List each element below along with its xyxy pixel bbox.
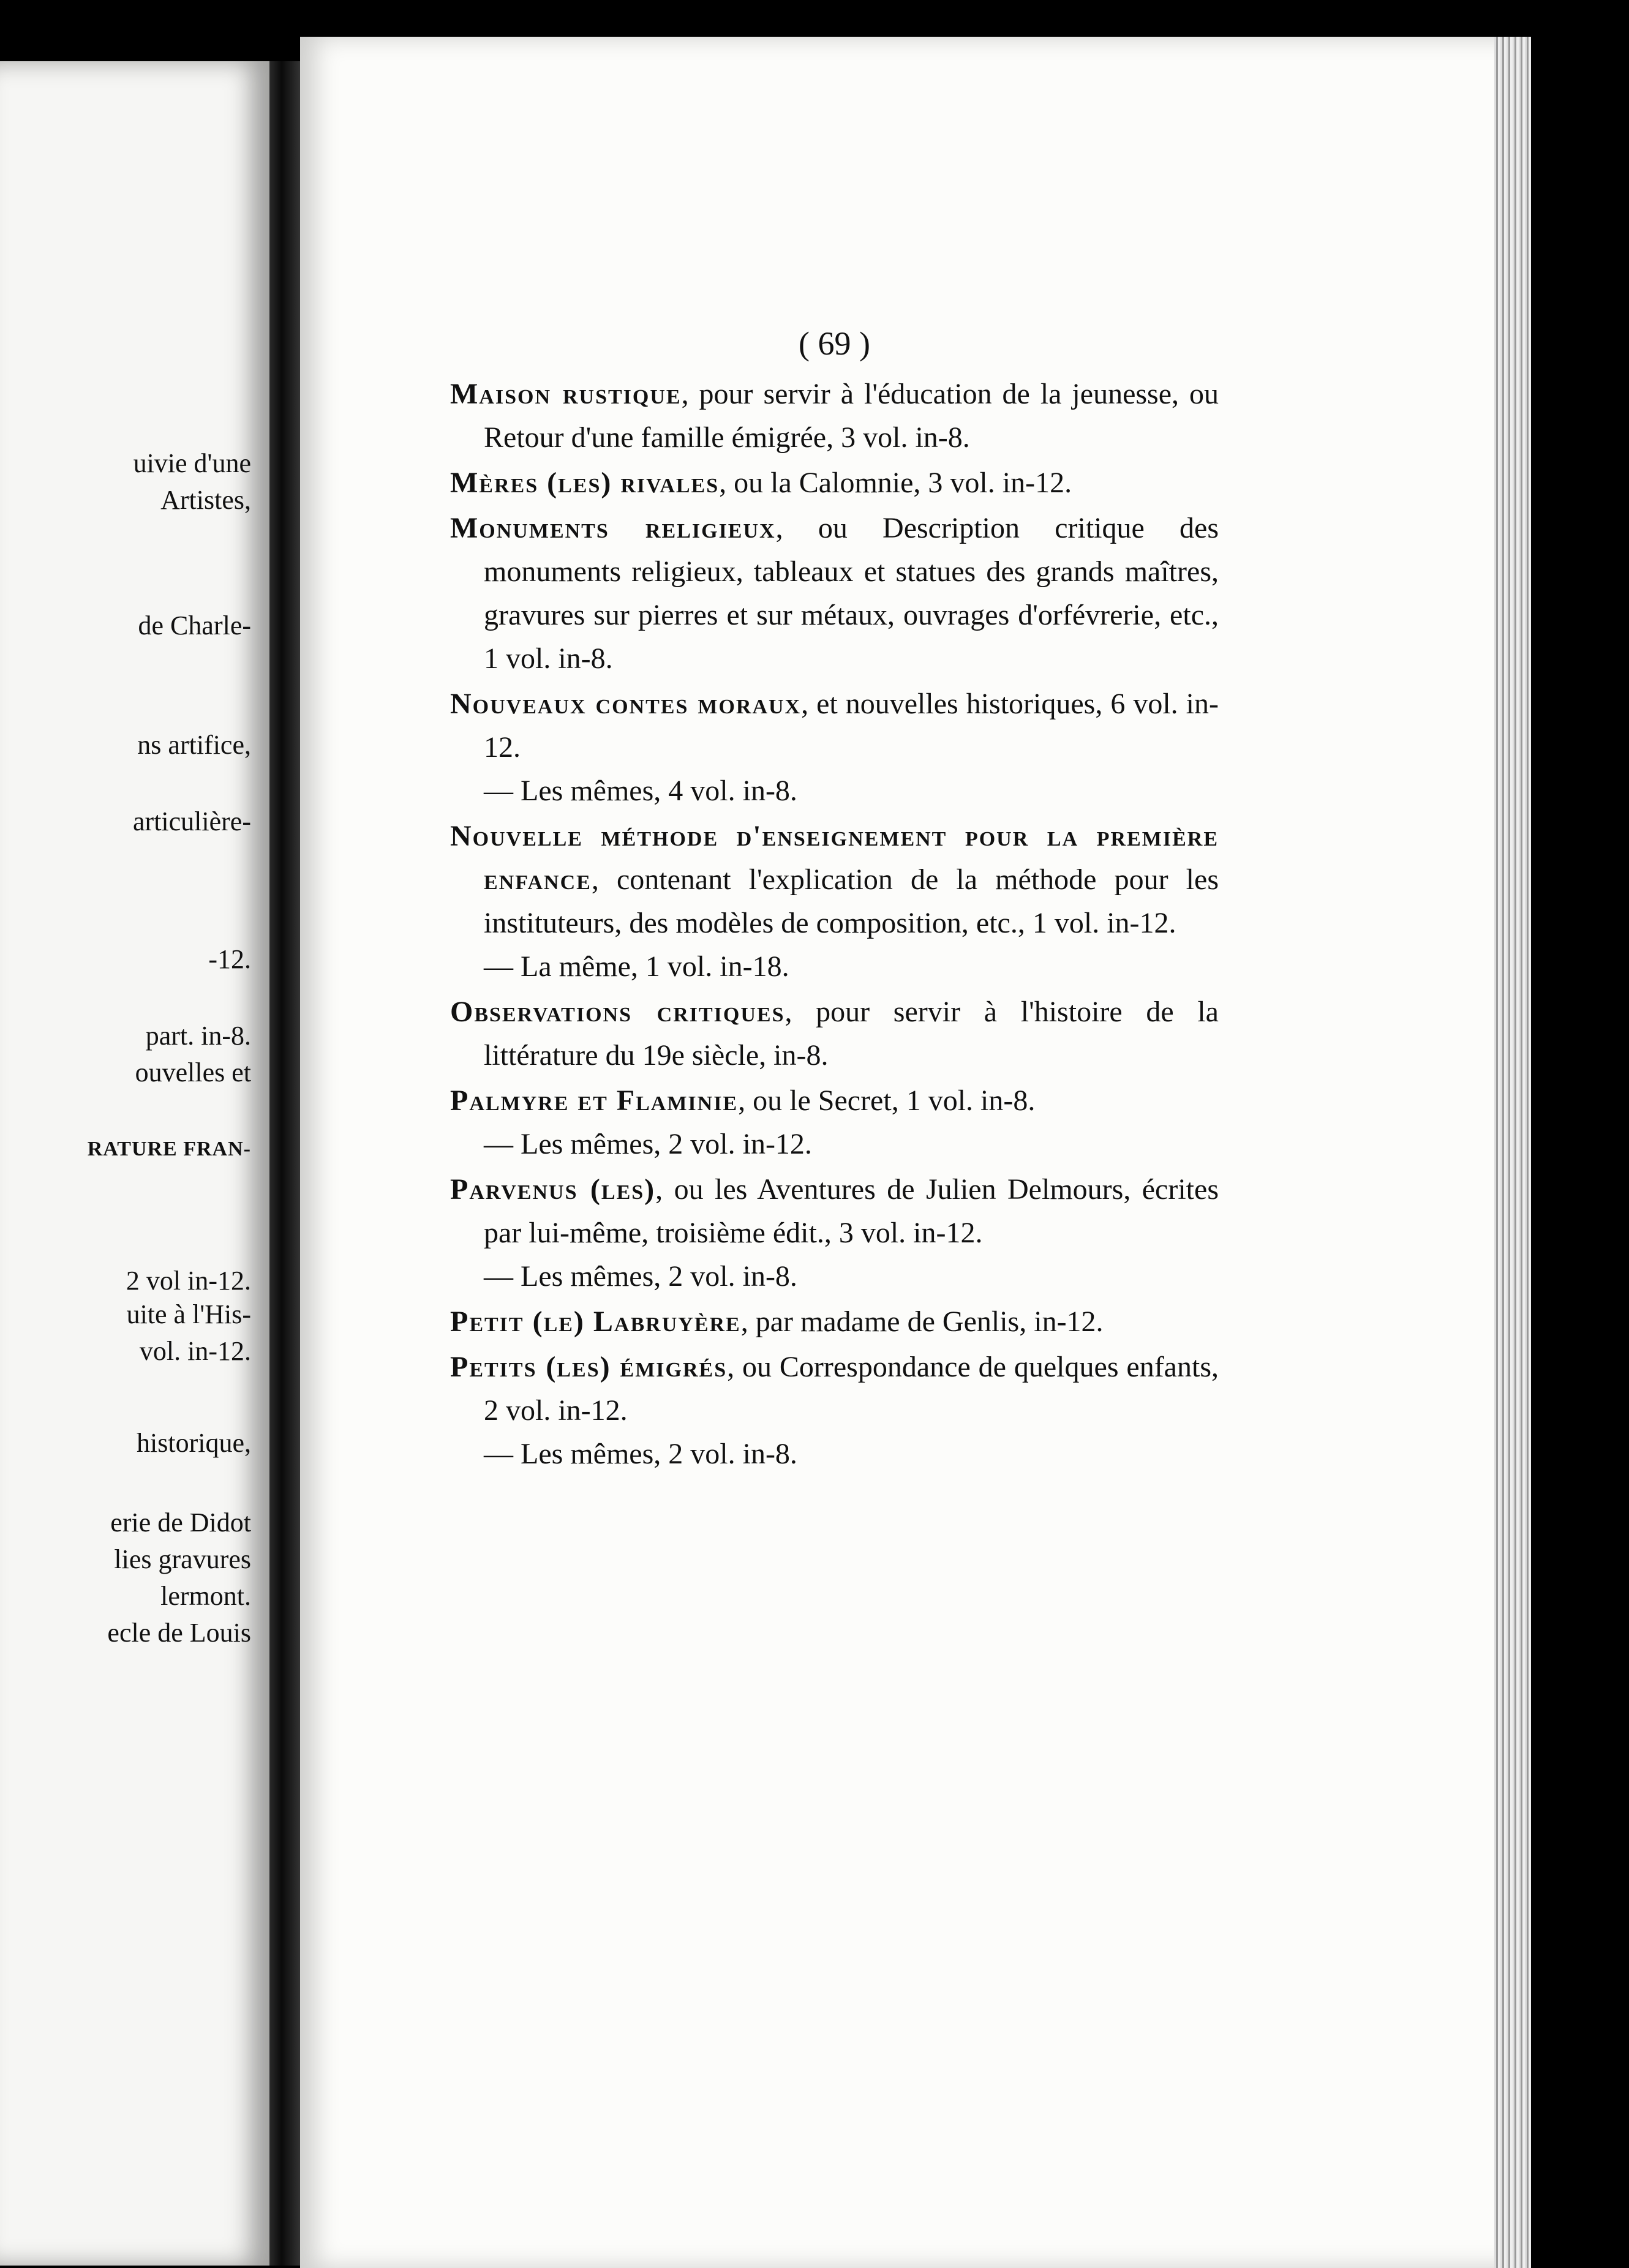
entry-variant: — La même, 1 vol. in-18. bbox=[484, 950, 789, 983]
left-page-line: de Charle- bbox=[138, 610, 251, 640]
page-edges bbox=[1494, 37, 1531, 2268]
entry-description: , ou les Aventures de Julien Delmours, écrites par lui-même, troisième édit., 3 vol. in-12. bbox=[484, 1173, 1219, 1249]
entry-title: Nouvelle méthode d'enseignement pour la première enfance bbox=[450, 820, 1219, 896]
entry-variant: — Les mêmes, 2 vol. in-8. bbox=[484, 1260, 797, 1293]
book-gutter bbox=[269, 61, 300, 2266]
entry-description: , par madame de Genlis, in-12. bbox=[740, 1305, 1104, 1338]
left-page-line: ecle de Louis bbox=[107, 1618, 251, 1648]
catalog-entry bbox=[450, 682, 1219, 769]
entry-variant: — Les mêmes, 2 vol. in-8. bbox=[484, 1438, 797, 1470]
entry-title: Observations critiques bbox=[450, 996, 785, 1028]
catalog-entry bbox=[450, 990, 1219, 1077]
catalog-entries bbox=[450, 372, 1219, 1476]
left-page-line: vol. in-12. bbox=[139, 1336, 251, 1366]
entry-description: , ou Description critique des monuments religieux, tableaux et statues des grands maîtres, gravures sur pierres et sur métaux, ouvrages d'orfévrerie, etc., 1 vol. in-8. bbox=[484, 512, 1219, 675]
entry-variant: — Les mêmes, 4 vol. in-8. bbox=[484, 775, 797, 807]
left-page-line: articulière- bbox=[133, 806, 251, 836]
entry-description: , ou la Calomnie, 3 vol. in-12. bbox=[719, 467, 1072, 499]
catalog-entry bbox=[450, 461, 1219, 505]
catalog-text bbox=[450, 325, 1219, 1478]
left-page-line: 2 vol in-12. bbox=[126, 1266, 251, 1296]
entry-title: Petits (les) émigrés bbox=[450, 1351, 728, 1383]
left-page-line: ns artifice, bbox=[137, 730, 251, 760]
entry-description: , ou Correspondance de quelques enfants, 2 vol. in-12. bbox=[484, 1351, 1219, 1427]
entry-title: Mères (les) rivales bbox=[450, 467, 720, 499]
entry-title: Parvenus (les) bbox=[450, 1173, 656, 1206]
entry-title: Petit (le) Labruyère bbox=[450, 1305, 741, 1338]
left-page-line: uivie d'une bbox=[133, 448, 251, 478]
catalog-entry bbox=[450, 1168, 1219, 1255]
entry-title: Monuments religieux bbox=[450, 512, 776, 544]
catalog-entry bbox=[450, 506, 1219, 680]
left-page-line: lies gravures bbox=[114, 1544, 251, 1574]
page-number: ( 69 ) bbox=[799, 325, 870, 362]
catalog-entry bbox=[450, 1345, 1219, 1432]
entry-title: Palmyre et Flaminie bbox=[450, 1084, 739, 1117]
catalog-entry bbox=[450, 1079, 1219, 1122]
left-page-line: uite à l'His- bbox=[126, 1299, 251, 1329]
entry-title: Maison rustique bbox=[450, 378, 682, 410]
left-page-line: historique, bbox=[137, 1428, 251, 1458]
left-page-line: lermont. bbox=[160, 1581, 251, 1611]
catalog-entry bbox=[450, 814, 1219, 945]
entry-title: Nouveaux contes moraux bbox=[450, 688, 802, 720]
entry-variant: — Les mêmes, 2 vol. in-12. bbox=[484, 1128, 812, 1160]
entry-description: , contenant l'explication de la méthode pour les instituteurs, des modèles de composition, etc., 1 vol. in-12. bbox=[484, 863, 1219, 939]
entry-description: , et nouvelles historiques, 6 vol. in-12. bbox=[484, 688, 1219, 764]
left-page-line: ouvelles et bbox=[135, 1057, 251, 1087]
left-page-line: erie de Didot bbox=[110, 1508, 251, 1538]
left-page-line: RATURE FRAN- bbox=[87, 1138, 251, 1160]
left-page bbox=[0, 61, 269, 2266]
left-page-line: Artistes, bbox=[160, 485, 251, 515]
catalog-entry bbox=[450, 1300, 1219, 1343]
left-page-line: -12. bbox=[208, 944, 251, 974]
entry-description: , ou le Secret, 1 vol. in-8. bbox=[738, 1084, 1036, 1117]
left-page-line: part. in-8. bbox=[145, 1021, 251, 1051]
entry-description: , pour servir à l'éducation de la jeunesse, ou Retour d'une famille émigrée, 3 vol. in-8. bbox=[484, 378, 1219, 454]
entry-description: , pour servir à l'histoire de la littérature du 19e siècle, in-8. bbox=[484, 996, 1219, 1072]
catalog-entry bbox=[450, 372, 1219, 459]
